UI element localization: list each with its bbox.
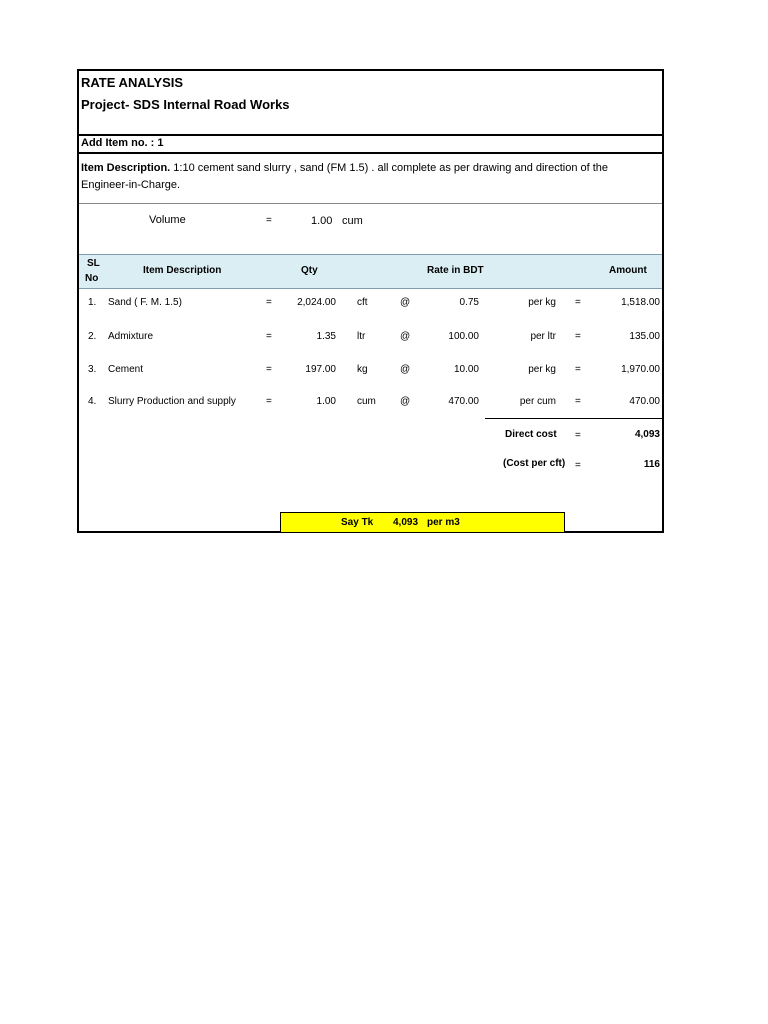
row-equals: = xyxy=(266,364,272,375)
header-rate: Rate in BDT xyxy=(427,265,484,276)
row-equals: = xyxy=(266,396,272,407)
cost-per-cft-value: 116 xyxy=(643,459,660,470)
say-label: Say Tk xyxy=(341,517,374,528)
row-amount: 470.00 xyxy=(629,396,660,407)
item-description-label: Item Description. xyxy=(81,162,171,174)
table-row xyxy=(79,331,662,345)
direct-cost-label: Direct cost xyxy=(505,429,557,440)
header-item-description: Item Description xyxy=(143,265,222,276)
row-amount: 1,970.00 xyxy=(621,364,660,375)
volume-label: Volume xyxy=(149,214,186,226)
row-equals: = xyxy=(575,297,581,308)
header-no: No xyxy=(85,273,99,284)
header-sl: SL xyxy=(87,258,100,269)
project-name: Project- SDS Internal Road Works xyxy=(81,97,290,112)
row-sl: 4. xyxy=(88,396,97,407)
volume-value: 1.00 xyxy=(311,215,333,227)
row-per: per cum xyxy=(519,396,556,407)
row-unit: cft xyxy=(357,297,368,308)
row-amount: 135.00 xyxy=(629,331,660,342)
volume-unit: cum xyxy=(342,215,363,227)
row-unit: ltr xyxy=(357,331,366,342)
row-sl: 2. xyxy=(88,331,97,342)
say-value: 4,093 xyxy=(393,517,419,528)
totals-rule xyxy=(485,418,663,419)
row-equals: = xyxy=(575,364,581,375)
row-at: @ xyxy=(400,396,411,407)
row-equals: = xyxy=(266,331,272,342)
say-unit: per m3 xyxy=(427,517,460,528)
row-qty: 1.35 xyxy=(316,331,336,342)
row-qty: 197.00 xyxy=(305,364,336,375)
row-per: per kg xyxy=(528,364,556,375)
volume-equals: = xyxy=(266,215,272,226)
add-item-label: Add Item no. : 1 xyxy=(81,137,164,149)
row-qty: 2,024.00 xyxy=(297,297,336,308)
rate-analysis-sheet xyxy=(77,69,664,533)
divider xyxy=(79,134,662,136)
row-equals: = xyxy=(575,396,581,407)
row-equals: = xyxy=(266,297,272,308)
table-row xyxy=(79,297,662,311)
row-at: @ xyxy=(400,364,411,375)
item-description-text: 1:10 cement sand slurry , sand (FM 1.5) . all complete as per drawing and direction of the xyxy=(170,162,609,174)
item-description xyxy=(81,162,608,174)
divider xyxy=(79,152,662,154)
row-at: @ xyxy=(400,297,411,308)
direct-cost-value: 4,093 xyxy=(634,429,660,440)
row-description: Cement xyxy=(108,364,144,375)
row-equals: = xyxy=(575,331,581,342)
divider xyxy=(79,203,662,204)
row-per: per ltr xyxy=(530,331,556,342)
row-rate: 0.75 xyxy=(459,297,479,308)
row-per: per kg xyxy=(528,297,556,308)
row-rate: 10.00 xyxy=(453,364,479,375)
cost-per-cft-equals: = xyxy=(575,460,581,471)
row-description: Admixture xyxy=(108,331,154,342)
row-sl: 1. xyxy=(88,297,97,308)
row-unit: cum xyxy=(357,396,376,407)
table-header xyxy=(79,254,662,289)
header-qty: Qty xyxy=(301,265,318,276)
header-amount: Amount xyxy=(609,265,647,276)
row-description: Sand ( F. M. 1.5) xyxy=(108,297,182,308)
sheet-title: RATE ANALYSIS xyxy=(81,75,184,90)
row-sl: 3. xyxy=(88,364,97,375)
direct-cost-equals: = xyxy=(575,430,581,441)
row-description: Slurry Production and supply xyxy=(108,396,236,407)
table-row xyxy=(79,364,662,378)
row-rate: 470.00 xyxy=(448,396,479,407)
row-qty: 1.00 xyxy=(316,396,336,407)
say-total-box xyxy=(280,512,565,533)
row-amount: 1,518.00 xyxy=(621,297,660,308)
cost-per-cft-label: (Cost per cft) xyxy=(503,458,566,469)
row-at: @ xyxy=(400,331,411,342)
item-description-text-line2: Engineer-in-Charge. xyxy=(81,179,181,191)
table-row xyxy=(79,396,662,410)
row-unit: kg xyxy=(357,364,368,375)
row-rate: 100.00 xyxy=(448,331,479,342)
